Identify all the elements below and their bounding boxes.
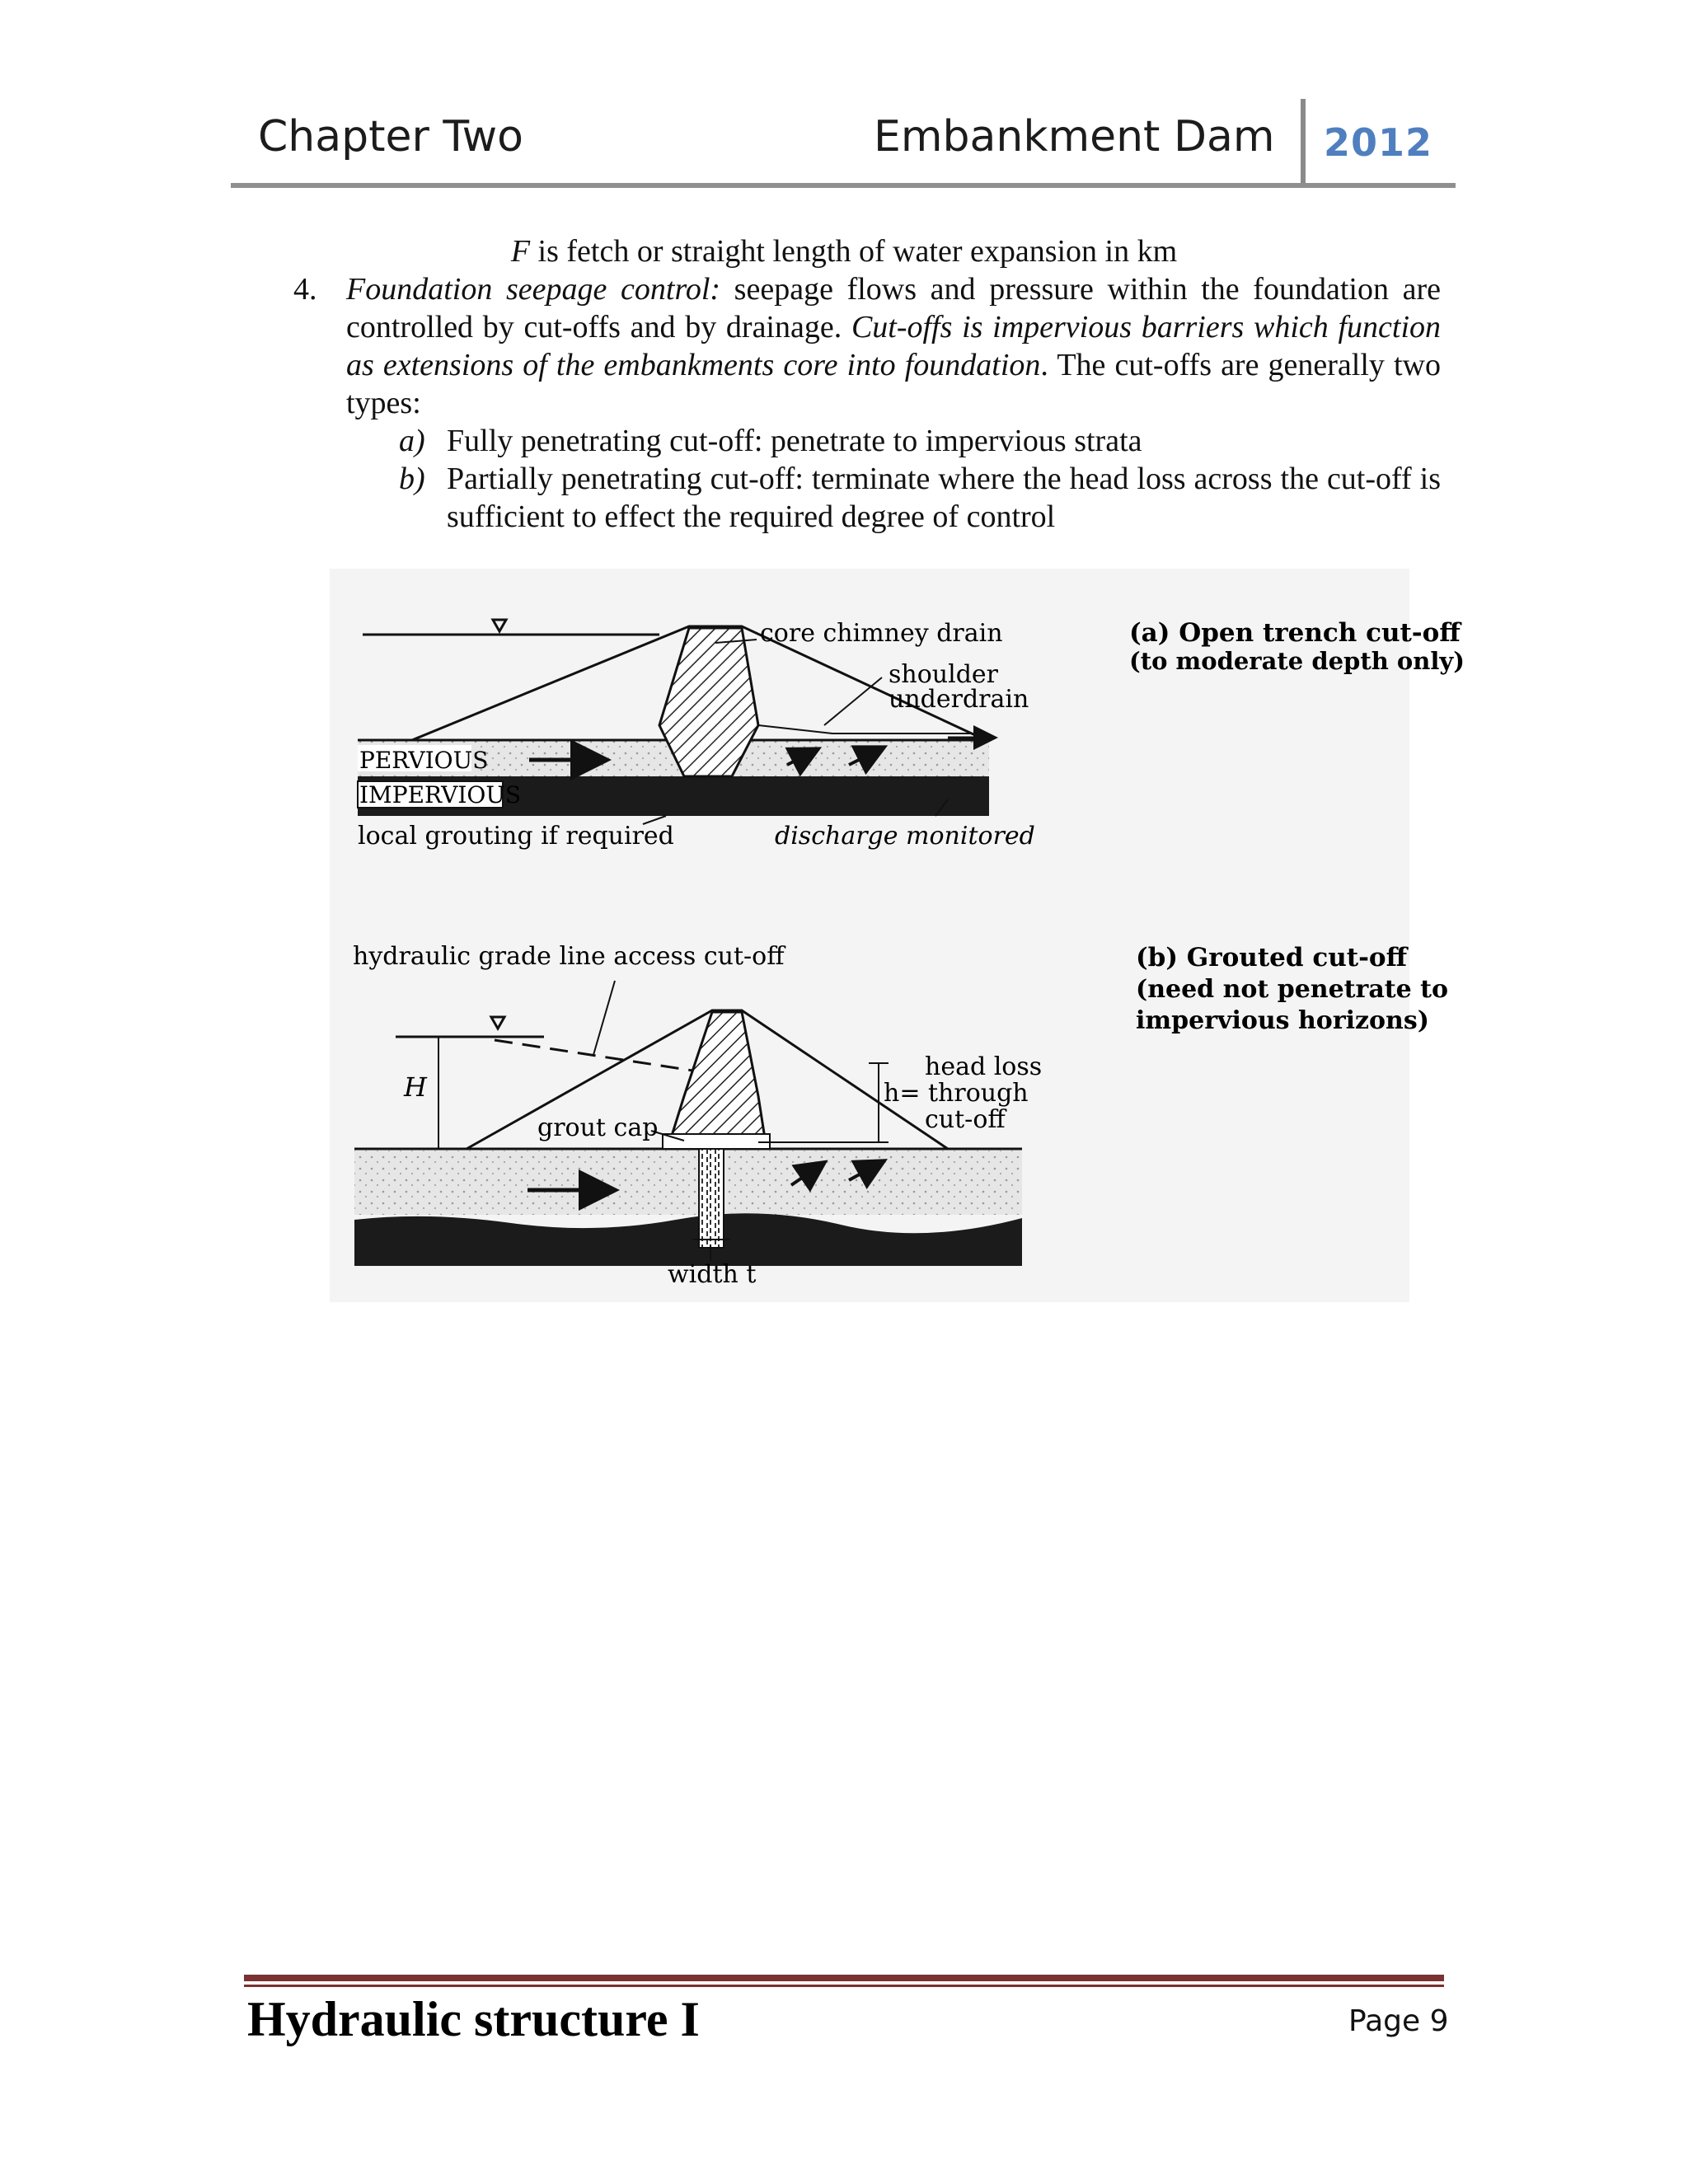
header-chapter: Chapter Two <box>258 112 523 162</box>
fetch-definition-text: is fetch or straight length of water expansion in km <box>530 234 1178 269</box>
sub-item-a-letter: a) <box>399 424 425 458</box>
label-hgl: hydraulic grade line access cut-off <box>353 942 785 971</box>
label-shoulder: shoulder <box>889 660 998 689</box>
label-local-grouting: local grouting if required <box>358 822 674 851</box>
label-impervious: IMPERVIOUS <box>359 781 522 808</box>
footer-rule-thick <box>244 1975 1444 1981</box>
grout-cap <box>663 1134 770 1149</box>
label-underdrain: underdrain <box>889 685 1029 714</box>
item-text-2: . The cut-offs are generally two types: <box>346 348 1441 420</box>
figure-a-title: (a) Open trench cut-off <box>1129 618 1461 648</box>
figure-b-title: (b) Grouted cut-off <box>1136 943 1408 972</box>
item-number: 4. <box>293 272 317 307</box>
figure-b-subtitle-2: impervious horizons) <box>1136 1006 1429 1035</box>
sub-item-a-text: Fully penetrating cut-off: penetrate to impervious strata <box>447 424 1142 458</box>
label-core-chimney-drain: core chimney drain <box>760 619 1003 648</box>
footer-page-number: Page 9 <box>1348 2004 1449 2038</box>
item-italic-definition: Cut-offs is impervious barriers which function as extensions of the embankments core into foundation <box>346 310 1441 382</box>
label-h-through: h= through <box>884 1079 1029 1108</box>
item-text-1: seepage flows and pressure within the foundation are controlled by cut-offs and by drainage. <box>346 272 1441 344</box>
label-head-loss: head loss <box>925 1052 1043 1081</box>
grout-curtain <box>699 1149 724 1248</box>
sub-item-b-letter: b) <box>399 462 425 496</box>
footer-title: Hydraulic structure I <box>247 1992 700 2046</box>
sub-item-b-text: Partially penetrating cut-off: terminate where the head loss across the cut-off is sufficient to effect the required degree of control <box>447 462 1441 534</box>
label-discharge-monitored: discharge monitored <box>775 822 1035 851</box>
fetch-variable: F <box>510 234 531 269</box>
label-pervious: PERVIOUS <box>359 747 489 774</box>
header-title: Embankment Dam <box>874 112 1275 162</box>
pervious-foundation-b <box>354 1151 1022 1215</box>
header-year: 2012 <box>1324 120 1433 165</box>
item-heading: Foundation seepage control: <box>346 272 721 307</box>
label-H: H <box>404 1071 427 1103</box>
label-grout-cap: grout cap <box>537 1113 659 1142</box>
figure-a-subtitle: (to moderate depth only) <box>1129 647 1465 675</box>
label-cutoff: cut-off <box>925 1105 1006 1134</box>
label-width: width t <box>668 1260 757 1289</box>
footer-rule-thin <box>244 1985 1444 1987</box>
figure-b-subtitle-1: (need not penetrate to <box>1136 975 1449 1004</box>
